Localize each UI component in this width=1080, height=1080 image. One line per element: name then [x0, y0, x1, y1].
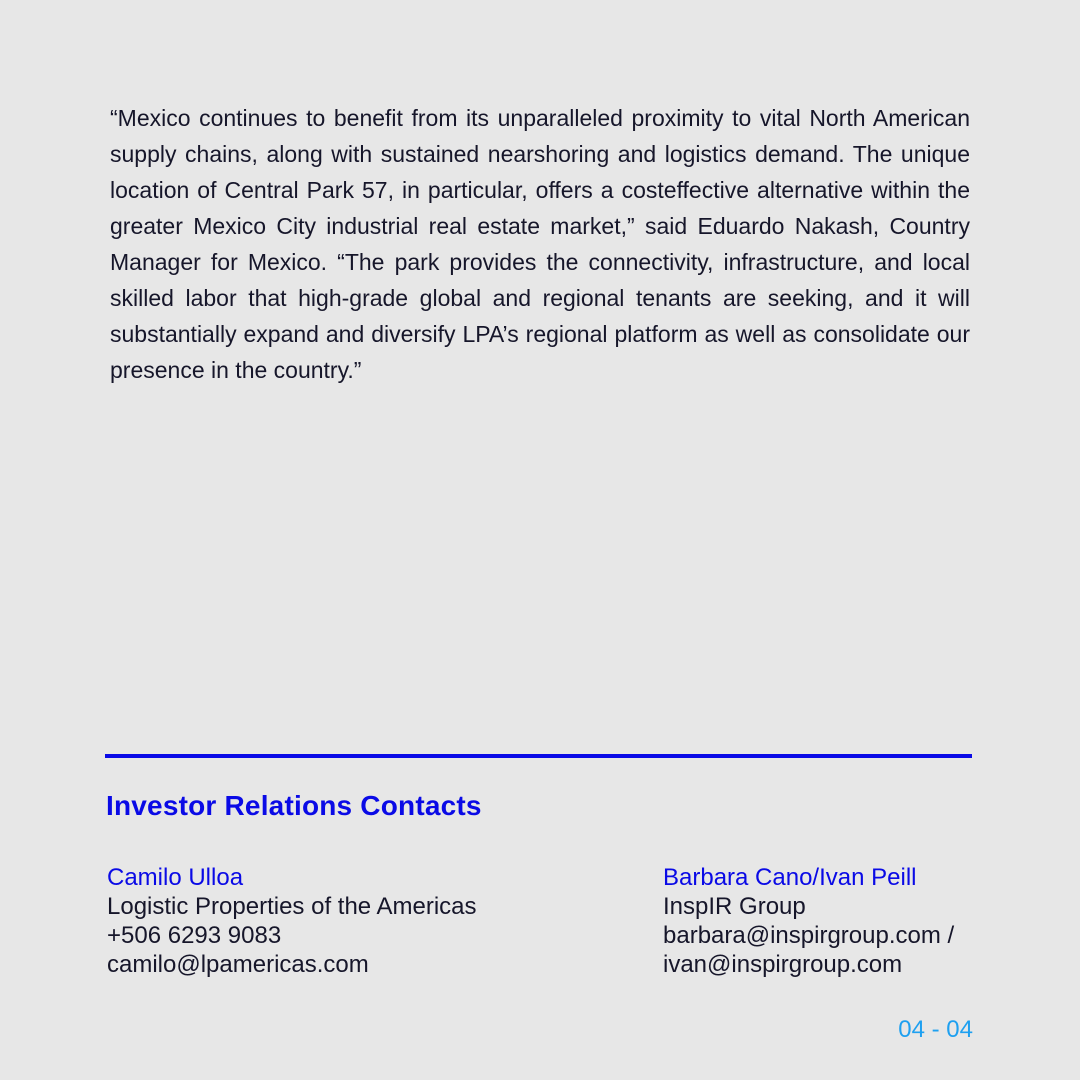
contact-email-link[interactable]: ivan@inspirgroup.com [663, 951, 903, 978]
page-number: 04 - 04 [898, 1016, 973, 1043]
contact-card-left [107, 863, 477, 979]
contact-email-link[interactable]: barbara@inspirgroup.com / [663, 922, 955, 949]
investor-relations-heading: Investor Relations Contacts [106, 790, 482, 821]
contact-company: Logistic Properties of the Americas [107, 893, 477, 920]
quote-paragraph: “Mexico continues to benefit from its unparalleled proximity to vital North American supply chains, along with sustained nearshoring and logistics demand. The unique location of Central Park 57, in particular, offers a costeffective alternative within the greater Mexico City industrial real estate market,” said Eduardo Nakash, Country Manager for Mexico. “The park provides the connectivity, infrastructure, and local skilled labor that high-grade global and regional tenants are seeking, and it will substantially expand and diversify LPA’s regional platform as well as consolidate our presence in the country.” [110, 105, 970, 383]
contact-name: Camilo Ulloa [107, 864, 244, 891]
contact-name: Barbara Cano/Ivan Peill [663, 864, 917, 891]
contact-email-link[interactable]: camilo@lpamericas.com [107, 951, 369, 978]
contact-phone: +506 6293 9083 [107, 922, 282, 949]
contact-company: InspIR Group [663, 893, 806, 920]
contact-card-right [663, 863, 954, 979]
section-divider [105, 754, 972, 758]
